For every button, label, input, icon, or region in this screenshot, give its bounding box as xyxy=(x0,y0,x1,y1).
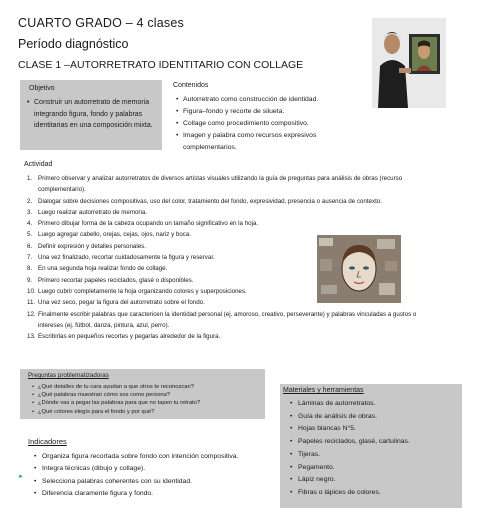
frida-portrait-image xyxy=(372,18,446,108)
preguntas-box xyxy=(20,369,265,419)
item-number: 10. xyxy=(27,287,36,295)
objetivo-title: Objetivo xyxy=(29,85,55,92)
collage-portrait-image xyxy=(317,235,401,303)
item-number: 7. xyxy=(27,254,33,262)
item-text: Una vez seco, pegar la figura del autorretrato sobre el fondo. xyxy=(38,299,205,307)
list-item xyxy=(27,309,440,332)
item-number: 4. xyxy=(27,220,33,228)
item-number: 8. xyxy=(27,265,33,273)
item-text: Luego realizar autorretrato de memoria. xyxy=(38,208,148,216)
preguntas-list xyxy=(38,383,263,416)
list-item: • Integra técnicas (dibujo y collage). xyxy=(42,463,262,475)
list-item: • Selecciona palabras coherentes con su identidad. xyxy=(42,476,262,488)
list-item xyxy=(27,207,440,218)
grade-heading: CUARTO GRADO – 4 clases xyxy=(18,16,184,30)
actividad-title: Actividad xyxy=(24,161,53,168)
list-item: • Hojas blancas N°5. xyxy=(298,423,458,436)
item-text: Primero observar y analizar autorretratos de diversos artistas visuales utilizando la guía de preguntas para análisis de obras (recurso complementario). xyxy=(38,175,403,194)
period-heading: Período diagnóstico xyxy=(18,37,129,51)
list-item: • Imagen y palabra como recursos expresivos complementarios. xyxy=(183,130,363,154)
materiales-box xyxy=(280,384,462,508)
item-number: 9. xyxy=(27,276,33,284)
item-text: Luego agregar cabello, orejas, cejas, ojos, nariz y boca. xyxy=(38,231,192,239)
item-text: Primero recortar papeles reciclados, glasé o disponibles. xyxy=(38,276,194,284)
list-item xyxy=(27,331,440,342)
preguntas-title: Preguntas problematizadoras xyxy=(28,372,109,379)
item-number: 12. xyxy=(27,310,36,318)
list-item: • Guía de análisis de obras. xyxy=(298,411,458,424)
list-item xyxy=(27,218,440,229)
list-item: • Lápiz negro. xyxy=(298,474,458,487)
list-item: • ¿Qué colores elegís para el fondo y por qué? xyxy=(38,408,263,416)
item-text: Finalmente escribir palabras que caractericen la identidad personal (ej. amoroso, creativo, perseverante) y palabras vinculadas a gustos o intereses (ej. fútbol, danza, pintura, azul, perro). xyxy=(38,310,417,329)
list-item xyxy=(27,173,440,196)
item-text: En una segunda hoja realizar fondo de collage. xyxy=(38,265,168,273)
item-text: Dialogar sobre decisiones compositivas, uso del color, tratamiento del fondo, expresividad, presencia o ausencia de contexto. xyxy=(38,197,382,205)
contenidos-list xyxy=(183,94,363,154)
indicadores-title: Indicadores xyxy=(28,437,67,446)
objetivo-text: • Construir un autorretrato de memoria integrando figura, fondo y palabras identitarias en una composición mixta. xyxy=(34,97,156,132)
list-item: • Collage como procedimiento compositivo. xyxy=(183,118,363,130)
indicadores-list xyxy=(42,451,262,500)
list-item: • Láminas de autorretratos. xyxy=(298,398,458,411)
arrow-marker-icon: ► xyxy=(18,474,24,480)
list-item: • Fibras o lápices de colores. xyxy=(298,487,458,500)
item-number: 11. xyxy=(27,299,36,307)
materiales-list xyxy=(298,398,458,500)
list-item: • Autorretrato como construcción de identidad. xyxy=(183,94,363,106)
list-item: • ¿Qué palabras muestran cómo sos como persona? xyxy=(38,391,263,399)
item-number: 6. xyxy=(27,242,33,250)
list-item: • ¿Dónde vas a pegar las palabras para que no tapen tu retrato? xyxy=(38,399,263,407)
objetivo-box xyxy=(20,80,162,150)
item-number: 1. xyxy=(27,175,33,182)
materiales-title: Materiales y herramientas xyxy=(283,387,364,394)
class-title: CLASE 1 –AUTORRETRATO IDENTITARIO CON COLLAGE xyxy=(18,59,304,71)
item-text: Una vez finalizado, recortar cuidadosamente la figura y reservar. xyxy=(38,254,215,262)
item-number: 5. xyxy=(27,231,33,239)
list-item: • Papeles reciclados, glasé, cartulinas. xyxy=(298,436,458,449)
list-item: • Organiza figura recortada sobre fondo con intención compositiva. xyxy=(42,451,262,463)
list-item: • ¿Qué detalles de tu cara ayudan a que otros te reconozcan? xyxy=(38,383,263,391)
list-item: • Diferencia claramente figura y fondo. xyxy=(42,488,262,500)
contenidos-title: Contenidos xyxy=(173,82,209,89)
list-item: • Pegamento. xyxy=(298,462,458,475)
list-item: • Figura–fondo y recorte de silueta. xyxy=(183,106,363,118)
item-number: 2. xyxy=(27,197,33,205)
item-number: 3. xyxy=(27,208,33,216)
item-number: 13. xyxy=(27,333,36,341)
item-text: Luego cubrir completamente la hoja organizando colores y superposiciones. xyxy=(38,287,247,295)
item-text: Escribirlas en pequeños recortes y pegarlas alrededor de la figura. xyxy=(38,333,221,341)
list-item: • Tijeras. xyxy=(298,449,458,462)
item-text: Definir expresión y detalles personales. xyxy=(38,242,146,250)
list-item xyxy=(27,196,440,207)
item-text: Primero dibujar forma de la cabeza ocupando un tamaño significativo en la hoja. xyxy=(38,220,259,228)
